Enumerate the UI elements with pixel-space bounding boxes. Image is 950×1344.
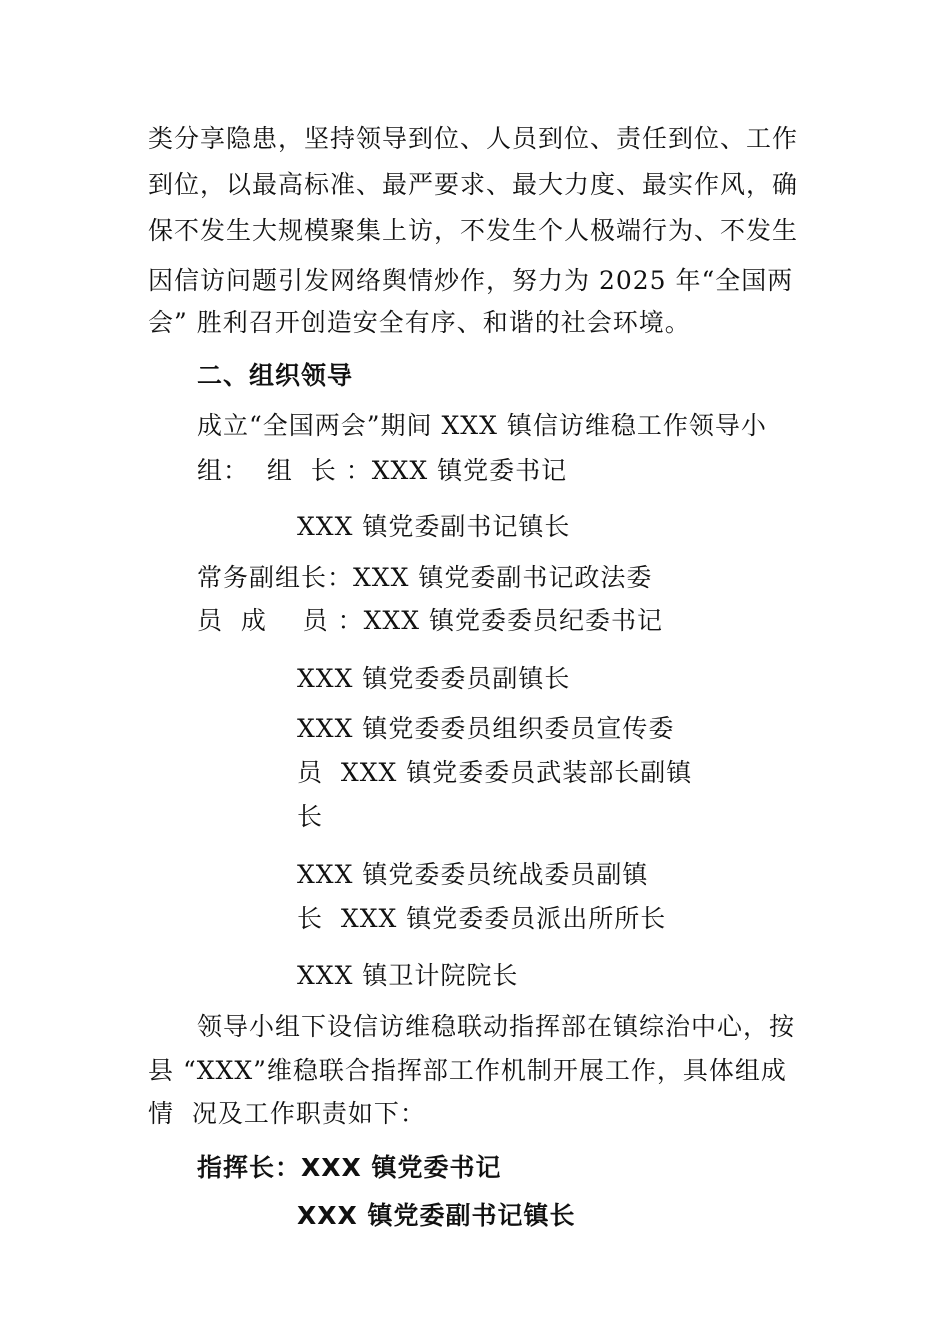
member-line: 长 — [297, 802, 324, 831]
group-leader-line: 组： 组 长 ：XXX 镇党委书记 — [197, 456, 568, 485]
intro-line: 会” 胜利召开创造安全有序、和谐的社会环境。 — [148, 308, 691, 337]
members-first-line: 员 成 员 ：XXX 镇党委委员纪委书记 — [197, 606, 663, 635]
intro-line: 到位，以最高标准、最严要求、最大力度、最实作风，确 — [148, 170, 799, 199]
intro-line: 因信访问题引发网络舆情炒作，努力为 2025 年“全国两 — [148, 266, 794, 295]
commander-line: 指挥长：XXX 镇党委书记 — [197, 1153, 502, 1182]
section-heading: 二、组织领导 — [197, 361, 354, 390]
member-line: XXX 镇党委委员统战委员副镇 — [297, 860, 649, 889]
intro-line: 保不发生大规模聚集上访，不发生个人极端行为、不发生 — [148, 216, 799, 245]
intro-line: 类分享隐患，坚持领导到位、人员到位、责任到位、工作 — [148, 124, 799, 153]
member-line: XXX 镇党委委员组织委员宣传委 — [297, 714, 675, 743]
group-leader-line-2: XXX 镇党委副书记镇长 — [297, 512, 571, 541]
member-line: XXX 镇党委委员副镇长 — [297, 664, 571, 693]
commander-line-2: XXX 镇党委副书记镇长 — [297, 1201, 576, 1230]
command-intro-line: 情 况及工作职责如下： — [148, 1099, 426, 1128]
command-intro-line: 领导小组下设信访维稳联动指挥部在镇综治中心，按 — [197, 1012, 796, 1041]
member-line: 长 XXX 镇党委委员派出所所长 — [297, 904, 667, 933]
executive-deputy-line: 常务副组长：XXX 镇党委副书记政法委 — [197, 563, 653, 592]
command-intro-line: 县 “XXX”维稳联合指挥部工作机制开展工作，具体组成 — [148, 1056, 787, 1085]
establish-line: 成立“全国两会”期间 XXX 镇信访维稳工作领导小 — [197, 411, 767, 440]
member-line: XXX 镇卫计院院长 — [297, 961, 519, 990]
member-line: 员 XXX 镇党委委员武装部长副镇 — [297, 758, 693, 787]
